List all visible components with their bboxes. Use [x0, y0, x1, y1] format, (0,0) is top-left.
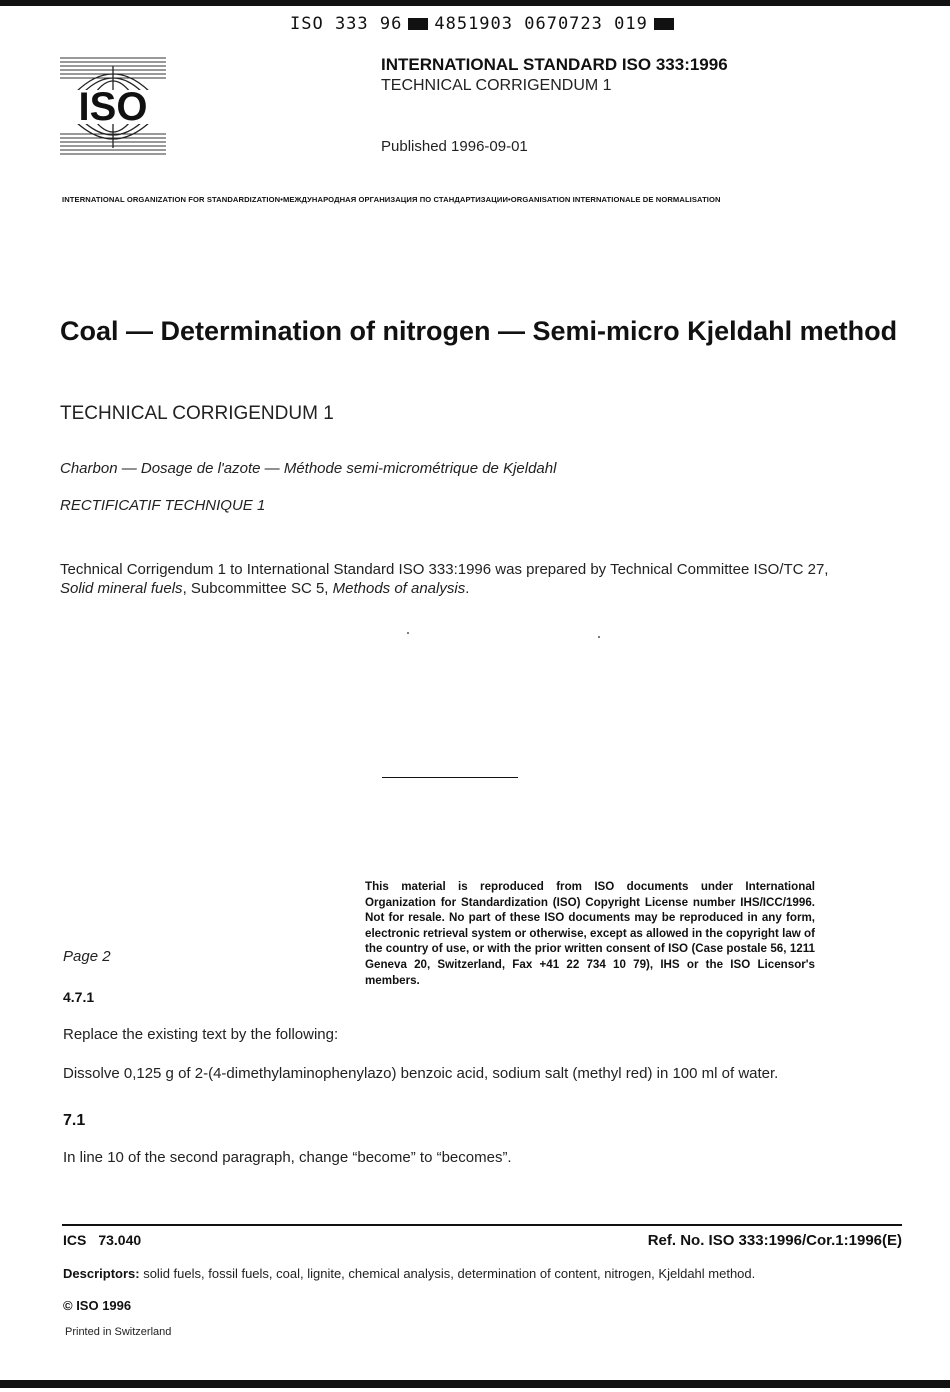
descriptors-line	[63, 1266, 755, 1281]
document-title: Coal — Determination of nitrogen — Semi-micro Kjeldahl method	[60, 316, 898, 346]
ics-label: ICS	[63, 1232, 87, 1248]
section-heading-7-1: 7.1	[63, 1112, 86, 1129]
published-date: Published 1996-09-01	[381, 138, 528, 155]
corrigendum-heading: TECHNICAL CORRIGENDUM 1	[60, 403, 334, 424]
ics-line	[63, 1232, 141, 1248]
french-title: Charbon — Dosage de l'azote — Méthode semi-micrométrique de Kjeldahl	[60, 460, 557, 477]
scan-speck	[407, 632, 409, 634]
subcommittee-name: Methods of analysis	[332, 580, 466, 597]
document-code-part-a: ISO 333 96	[290, 14, 403, 34]
page-reference: Page 2	[63, 948, 111, 965]
section-4-7-1-instruction: Replace the existing text by the following:	[63, 1026, 339, 1043]
intro-lead: Technical Corrigendum 1 to International Standard ISO 333:1996 was prepared by Technical Committee ISO/TC 27,	[60, 561, 829, 578]
descriptors-text: solid fuels, fossil fuels, coal, lignite, chemical analysis, determination of content, nitrogen, Kjeldahl method.	[143, 1266, 756, 1281]
ics-code: 73.040	[98, 1232, 142, 1248]
descriptors-label: Descriptors:	[63, 1266, 140, 1281]
organization-line: INTERNATIONAL ORGANIZATION FOR STANDARDIZATION•МЕЖДУНАРОДНАЯ ОРГАНИЗАЦИЯ ПО СТАНДАРТИЗАЦИИ•ORGANISATION INTERNATIONALE DE NORMALISATION	[62, 195, 721, 204]
section-7-1-instruction: In line 10 of the second paragraph, change “become” to “becomes”.	[63, 1149, 512, 1166]
bottom-border-rule	[0, 1380, 950, 1388]
copyright-line: © ISO 1996	[63, 1298, 132, 1313]
intro-paragraph	[60, 560, 910, 598]
section-heading-4-7-1: 4.7.1	[63, 989, 95, 1005]
printed-in: Printed in Switzerland	[65, 1326, 172, 1338]
copyright-notice: This material is reproduced from ISO documents under International Organization for Standardization (ISO) Copyright License number IHS/ICC/1996. Not for resale. No part of these ISO documents may be reproduced in any form, electronic retrieval system or otherwise, except as allowed in the copyright law of the country of use, or with the prior written consent of ISO (Case postale 56, 1211 Geneva 20, Switzerland, Fax +41 22 734 10 79), IHS or the ISO Licensor's members.	[365, 880, 815, 987]
code-block-mark	[408, 18, 428, 30]
separator-rule	[382, 777, 518, 778]
footer-rule	[62, 1224, 902, 1226]
standard-subtitle: TECHNICAL CORRIGENDUM 1	[381, 77, 612, 94]
reference-number: Ref. No. ISO 333:1996/Cor.1:1996(E)	[647, 1232, 902, 1249]
iso-logo	[58, 52, 168, 160]
iso-logo-text: ISO	[78, 85, 148, 129]
scan-speck	[598, 636, 600, 638]
top-border-rule	[0, 0, 950, 6]
section-4-7-1-replacement-text: Dissolve 0,125 g of 2-(4-dimethylaminophenylazo) benzoic acid, sodium salt (methyl red) in 100 ml of water.	[63, 1065, 779, 1082]
code-block-mark	[654, 18, 674, 30]
committee-name: Solid mineral fuels	[60, 580, 183, 597]
standard-title: INTERNATIONAL STANDARD ISO 333:1996	[381, 55, 728, 74]
french-corrigendum: RECTIFICATIF TECHNIQUE 1	[60, 497, 266, 514]
document-code	[290, 14, 680, 34]
intro-end: .	[465, 580, 470, 597]
document-code-part-b: 4851903 0670723 019	[434, 14, 648, 34]
intro-middle: , Subcommittee SC 5,	[182, 580, 333, 597]
